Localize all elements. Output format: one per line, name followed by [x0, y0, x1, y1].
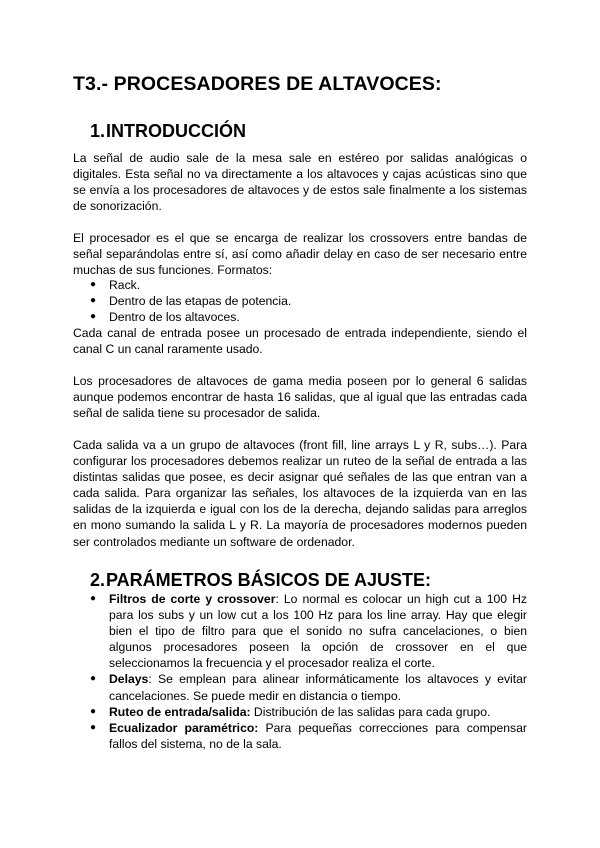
bullet-icon: ●: [90, 593, 97, 604]
bullet-icon: ●: [90, 705, 97, 717]
paragraph-intro-2: El procesador es el que se encarga de realizar los crossovers entre bandas de señal separándolas entre sí, así como añadir delay en caso de ser necesario entre muchas de sus funciones. Formatos:: [73, 231, 527, 278]
bullet-icon: ●: [90, 673, 97, 685]
list-item: ● Dentro de las etapas de potencia.: [90, 294, 292, 309]
list-item: ● Filtros de corte y crossover: Lo normal es colocar un high cut a 100 Hz para los subs y un low cut a los 100 Hz para los line array. Hay que elegir bien el tipo de filtro para que el sonido no sufra cancelaciones, o bien algunos procesadores poseen la opción de crossover en el que seleccionamos la frecuencia y el procesador realiza el corte.: [90, 592, 527, 671]
paragraph-intro-4: Los procesadores de altavoces de gama media poseen por lo general 6 salidas aunque podemos encontrar de hasta 16 salidas, que al igual que las entradas cada señal de salida tiene su procesador de salida.: [73, 374, 527, 421]
formats-list: [73, 277, 527, 325]
section-heading-parametros: [90, 570, 431, 591]
list-item: ● Ecualizador paramétrico: Para pequeñas correcciones para compensar fallos del sistema, no de la sala.: [90, 720, 527, 751]
bullet-icon: ●: [90, 279, 97, 290]
section-title: PARÁMETROS BÁSICOS DE AJUSTE:: [106, 570, 432, 590]
parameters-list: [73, 591, 527, 752]
section-number: 2.: [90, 570, 106, 590]
bullet-icon: ●: [90, 721, 97, 733]
section-number: 1.: [90, 121, 106, 141]
paragraph-intro-5: Cada salida va a un grupo de altavoces (front fill, line arrays L y R, subs…). Para configurar los procesadores debemos realizar un ruteo de la señal de entrada a las distintas salidas que posee, es decir asignar qué señales de las que entran van a cada salida. Para organizar las señales, los altavoces de la izquierda van en las salidas de la izquierda e igual con los de la derecha, dejando salidas para arreglos en mono sumando la salida L y R. La mayoría de procesadores modernos pueden ser controlados mediante un software de ordenador.: [73, 438, 527, 549]
bullet-icon: ●: [90, 295, 97, 307]
bullet-icon: ●: [90, 311, 97, 323]
list-item: ● Delays: Se emplean para alinear informáticamente los altavoces y evitar cancelaciones. Se puede medir en distancia o tiempo.: [90, 672, 527, 703]
list-item: ● Rack.: [90, 278, 141, 292]
list-item: ● Ruteo de entrada/salida: Distribución de las salidas para cada grupo.: [90, 704, 491, 719]
list-item: ● Dentro de los altavoces.: [90, 310, 240, 325]
paragraph-intro-3: Cada canal de entrada posee un procesado de entrada independiente, siendo el canal C un canal raramente usado.: [73, 326, 527, 357]
paragraph-intro-1: La señal de audio sale de la mesa sale en estéreo por salidas analógicas o digitales. Esta señal no va directamente a los altavoces y cajas acústicas sino que se envía a los procesadores de altavoces y de estos sale finalmente a los sistemas de sonorización.: [73, 151, 527, 214]
section-heading-introduccion: [90, 121, 246, 142]
document-title: T3.- PROCESADORES DE ALTAVOCES:: [73, 73, 442, 95]
section-title: INTRODUCCIÓN: [106, 121, 246, 141]
